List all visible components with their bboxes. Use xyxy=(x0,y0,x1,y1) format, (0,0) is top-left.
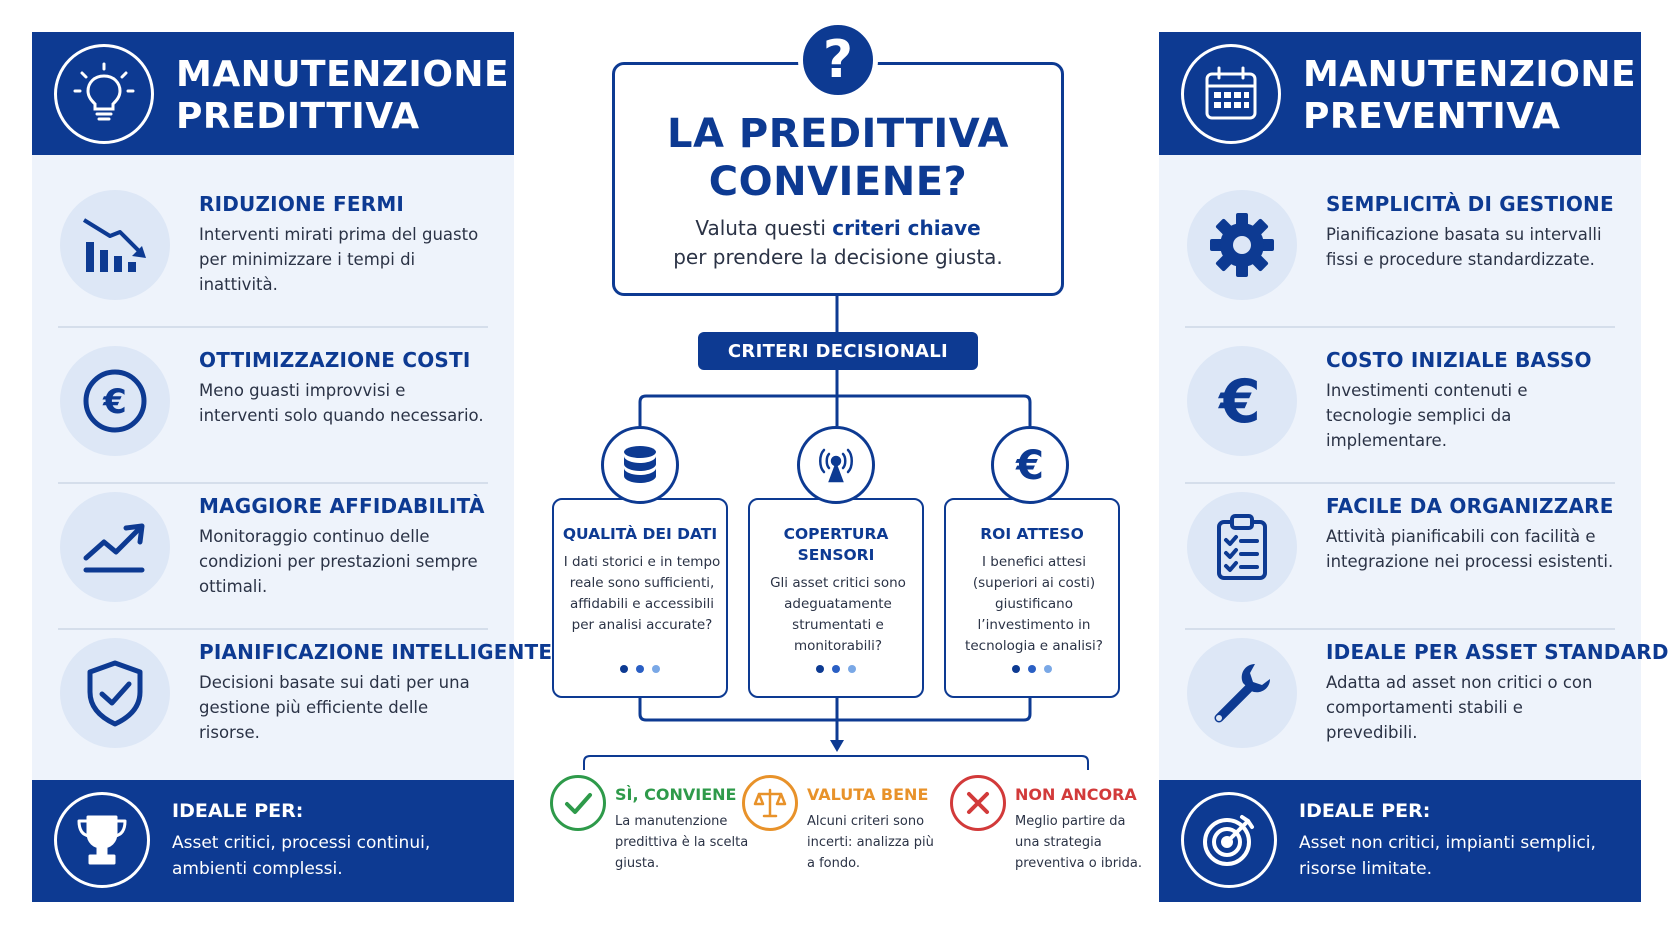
pager-dots xyxy=(554,665,726,673)
criterion-card xyxy=(944,498,1120,698)
footer-desc: Asset critici, processi continui, ambienti complessi. xyxy=(172,833,431,879)
criterion-desc: Gli asset critici sono adeguatamente strumentati e monitorabili? xyxy=(770,575,906,654)
benefit-desc: Adatta ad asset non critici o con comportamenti stabili e prevedibili. xyxy=(1326,673,1593,742)
outcome-desc: Meglio partire da una strategia preventiva o ibrida. xyxy=(1015,814,1142,871)
criterion-desc: I benefici attesi (superiori ai costi) giustificano l’investimento in tecnologia e analisi? xyxy=(965,554,1103,654)
svg-text:€: € xyxy=(1016,443,1044,489)
sensor-icon xyxy=(797,426,875,504)
benefit-desc: Monitoraggio continuo delle condizioni per prestazioni sempre ottimali. xyxy=(199,527,478,596)
title-line: PREDITTIVA xyxy=(176,96,420,137)
database-icon xyxy=(601,426,679,504)
question-title-line: CONVIENE? xyxy=(708,159,968,205)
svg-text:€: € xyxy=(103,382,127,422)
footer-title: IDEALE PER: xyxy=(172,800,304,822)
benefit-title: IDEALE PER ASSET STANDARD xyxy=(1326,640,1669,664)
benefit-title: SEMPLICITÀ DI GESTIONE xyxy=(1326,192,1614,216)
title-line: MANUTENZIONE xyxy=(1303,54,1637,95)
question-title-line: LA PREDITTIVA xyxy=(667,111,1009,157)
scale-icon xyxy=(742,775,798,831)
benefit-desc: Pianificazione basata su intervalli fissi e procedure standardizzate. xyxy=(1326,225,1602,269)
criterion-card xyxy=(552,498,728,698)
criterion-card xyxy=(748,498,924,698)
pager-dots xyxy=(946,665,1118,673)
check-icon xyxy=(550,775,606,831)
pager-dots xyxy=(750,665,922,673)
subtitle-text: Valuta questi xyxy=(695,216,833,240)
question-icon xyxy=(798,20,878,100)
benefit-title: FACILE DA ORGANIZZARE xyxy=(1326,494,1614,518)
criterion-title: COPERTURA SENSORI xyxy=(783,525,889,564)
benefit-title: MAGGIORE AFFIDABILITÀ xyxy=(199,494,485,518)
benefit-desc: Meno guasti improvvisi e interventi solo quando necessario. xyxy=(199,381,484,425)
outcome-desc: Alcuni criteri sono incerti: analizza più a fondo. xyxy=(807,814,934,871)
title-line: PREVENTIVA xyxy=(1303,96,1561,137)
outcome-title: NON ANCORA xyxy=(1015,785,1137,804)
benefit-desc: Interventi mirati prima del guasto per minimizzare i tempi di inattività. xyxy=(199,225,479,294)
subtitle-text: per prendere la decisione giusta. xyxy=(673,245,1003,269)
svg-text:€: € xyxy=(1219,367,1261,437)
benefit-title: RIDUZIONE FERMI xyxy=(199,192,405,216)
outcome-desc: La manutenzione predittiva è la scelta giusta. xyxy=(615,814,749,871)
footer-title: IDEALE PER: xyxy=(1299,800,1431,822)
criterion-desc: I dati storici e in tempo reale sono sufficienti, affidabili e accessibili per analisi accurate? xyxy=(563,554,721,633)
title-line: MANUTENZIONE xyxy=(176,54,510,95)
benefit-title: COSTO INIZIALE BASSO xyxy=(1326,348,1592,372)
footer-desc: Asset non critici, impianti semplici, risorse limitate. xyxy=(1299,833,1596,879)
benefit-desc: Investimenti contenuti e tecnologie semplici da implementare. xyxy=(1326,381,1528,450)
question-subtitle xyxy=(612,214,1064,272)
benefit-desc: Attività pianificabili con facilità e integrazione nei processi esistenti. xyxy=(1326,527,1614,571)
question-mark: ? xyxy=(822,30,854,90)
outcome-title: VALUTA BENE xyxy=(807,785,929,804)
subtitle-highlight: criteri chiave xyxy=(832,216,981,240)
criteria-label: CRITERI DECISIONALI xyxy=(698,332,978,370)
question-title xyxy=(612,110,1064,206)
benefit-title: OTTIMIZZAZIONE COSTI xyxy=(199,348,471,372)
criterion-title: ROI ATTESO xyxy=(980,525,1084,543)
cross-icon xyxy=(950,775,1006,831)
euro-icon xyxy=(991,426,1069,504)
outcome-title: SÌ, CONVIENE xyxy=(615,785,737,804)
criterion-title: QUALITÀ DEI DATI xyxy=(562,525,718,543)
benefit-title: PIANIFICAZIONE INTELLIGENTE xyxy=(199,640,553,664)
benefit-desc: Decisioni basate sui dati per una gestione più efficiente delle risorse. xyxy=(199,673,470,742)
